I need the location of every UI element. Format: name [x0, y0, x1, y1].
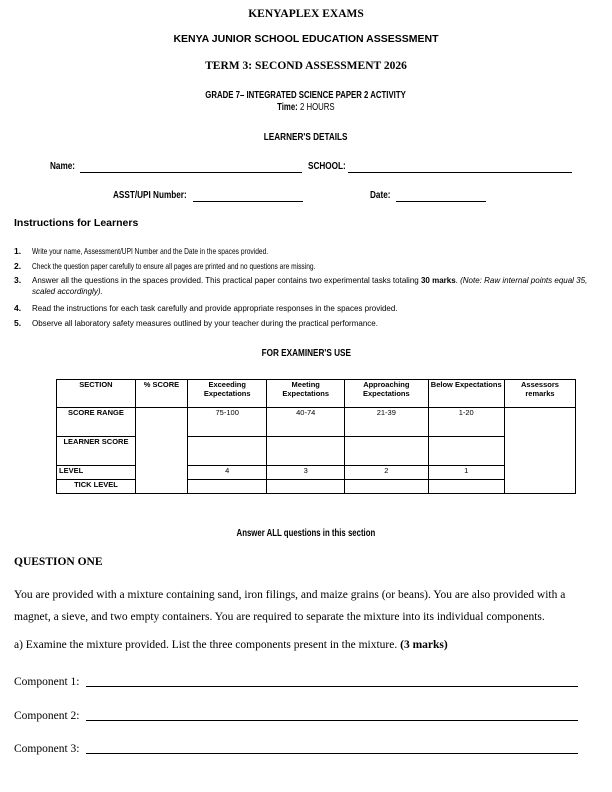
table-cell[interactable] [188, 480, 267, 494]
row-label: TICK LEVEL [57, 480, 136, 494]
examiner-heading [0, 347, 612, 359]
instruction-number: 3. [14, 275, 22, 285]
instruction-marks: 30 marks [420, 276, 456, 285]
time-value: 2 HOURS [300, 102, 335, 113]
instruction-text-b: . [455, 276, 461, 285]
component-label: Component 2: [14, 710, 80, 722]
name-row [50, 160, 82, 172]
table-cell[interactable] [345, 437, 428, 466]
assessment-title: KENYA JUNIOR SCHOOL EDUCATION ASSESSMENT [173, 33, 439, 45]
date-row [370, 189, 396, 201]
instruction-text: Write your name, Assessment/UPI Number and the Date in the spaces provided. [32, 246, 269, 256]
instruction-text: Read the instructions for each task carefully and provide appropriate responses in the spaces provided. [32, 304, 398, 313]
table-row [57, 408, 576, 437]
instruction-number: 4. [14, 303, 22, 313]
upi-label: ASST/UPI Number: [113, 189, 187, 201]
paper-title [0, 90, 612, 101]
table-row [57, 437, 576, 466]
paper-title-text: GRADE 7– INTEGRATED SCIENCE PAPER 2 ACTIVITY [205, 90, 407, 101]
instruction-number: 5. [14, 318, 22, 328]
table-row [57, 466, 576, 480]
column-header: Exceeding Expectations [188, 380, 267, 408]
instruction-text: Answer all the questions in the spaces provided. This practical paper contains two experimental tasks totaling [32, 276, 421, 285]
term-title: TERM 3: SECOND ASSESSMENT 2026 [205, 60, 407, 72]
percent-score-cell[interactable] [135, 408, 187, 494]
row-label: SCORE RANGE [57, 408, 136, 437]
section-instruction [0, 528, 612, 539]
org-title: KENYAPLEX EXAMS [248, 8, 364, 20]
table-cell: 40-74 [267, 408, 345, 437]
table-cell[interactable] [267, 480, 345, 494]
column-header: Assessors remarks [504, 380, 575, 408]
row-label: LEARNER SCORE [57, 437, 136, 466]
component-3-field[interactable] [86, 753, 578, 754]
time-line [0, 102, 612, 113]
table-header-row [57, 380, 576, 408]
table-row [57, 480, 576, 494]
learner-details-heading [0, 131, 612, 143]
question-body: You are provided with a mixture containing sand, iron filings, and maize grains (or beans). You are also provided with a magnet, a sieve, and two empty containers. You are required to separate the mixture into its individual components. [14, 589, 566, 623]
part-a-marks: (3 marks) [400, 639, 448, 651]
component-1-field[interactable] [86, 686, 578, 687]
component-label: Component 1: [14, 676, 80, 688]
instruction-number: 1. [14, 246, 22, 256]
instruction-note: (Note: Raw internal points equal 35, scaled accordingly). [32, 276, 588, 296]
question-part-a [14, 639, 599, 651]
instruction-item [14, 275, 604, 299]
table-cell[interactable] [267, 437, 345, 466]
upi-field[interactable] [193, 192, 303, 202]
date-label: Date: [370, 189, 391, 201]
section-instruction-text: Answer ALL questions in this section [236, 528, 376, 539]
table-cell[interactable] [188, 437, 267, 466]
table-cell: 2 [345, 466, 428, 480]
instruction-number: 2. [14, 261, 22, 271]
time-label: Time: [277, 102, 298, 113]
instruction-text: Observe all laboratory safety measures outlined by your teacher during the practical performance. [32, 319, 378, 328]
instructions-heading: Instructions for Learners [14, 217, 139, 229]
instruction-text: Check the question paper carefully to ensure all pages are printed and no questions are missing. [32, 261, 316, 271]
learner-details-heading-text: LEARNER'S DETAILS [264, 131, 348, 143]
time-wrap [277, 102, 335, 113]
table-cell: 3 [267, 466, 345, 480]
name-field[interactable] [80, 163, 302, 173]
school-field[interactable] [348, 163, 572, 173]
column-header: Below Expectations [428, 380, 504, 408]
remarks-cell[interactable] [504, 408, 575, 494]
row-label: LEVEL [57, 466, 136, 480]
table-cell: 1-20 [428, 408, 504, 437]
question-title: QUESTION ONE [14, 556, 103, 568]
examiner-score-table [56, 379, 576, 494]
column-header: % SCORE [135, 380, 187, 408]
school-label: SCHOOL: [308, 160, 346, 172]
table-cell[interactable] [428, 437, 504, 466]
name-label: Name: [50, 160, 76, 172]
table-cell: 4 [188, 466, 267, 480]
column-header: Meeting Expectations [267, 380, 345, 408]
examiner-heading-text: FOR EXAMINER'S USE [261, 347, 351, 359]
column-header: SECTION [57, 380, 136, 408]
table-cell[interactable] [345, 480, 428, 494]
table-cell[interactable] [428, 480, 504, 494]
date-field[interactable] [396, 192, 486, 202]
column-header: Approaching Expectations [345, 380, 428, 408]
table-cell: 75-100 [188, 408, 267, 437]
table-cell: 21-39 [345, 408, 428, 437]
part-a-text: a) Examine the mixture provided. List the three components present in the mixture. [14, 639, 401, 651]
component-2-field[interactable] [86, 720, 578, 721]
table-cell: 1 [428, 466, 504, 480]
component-label: Component 3: [14, 743, 80, 755]
